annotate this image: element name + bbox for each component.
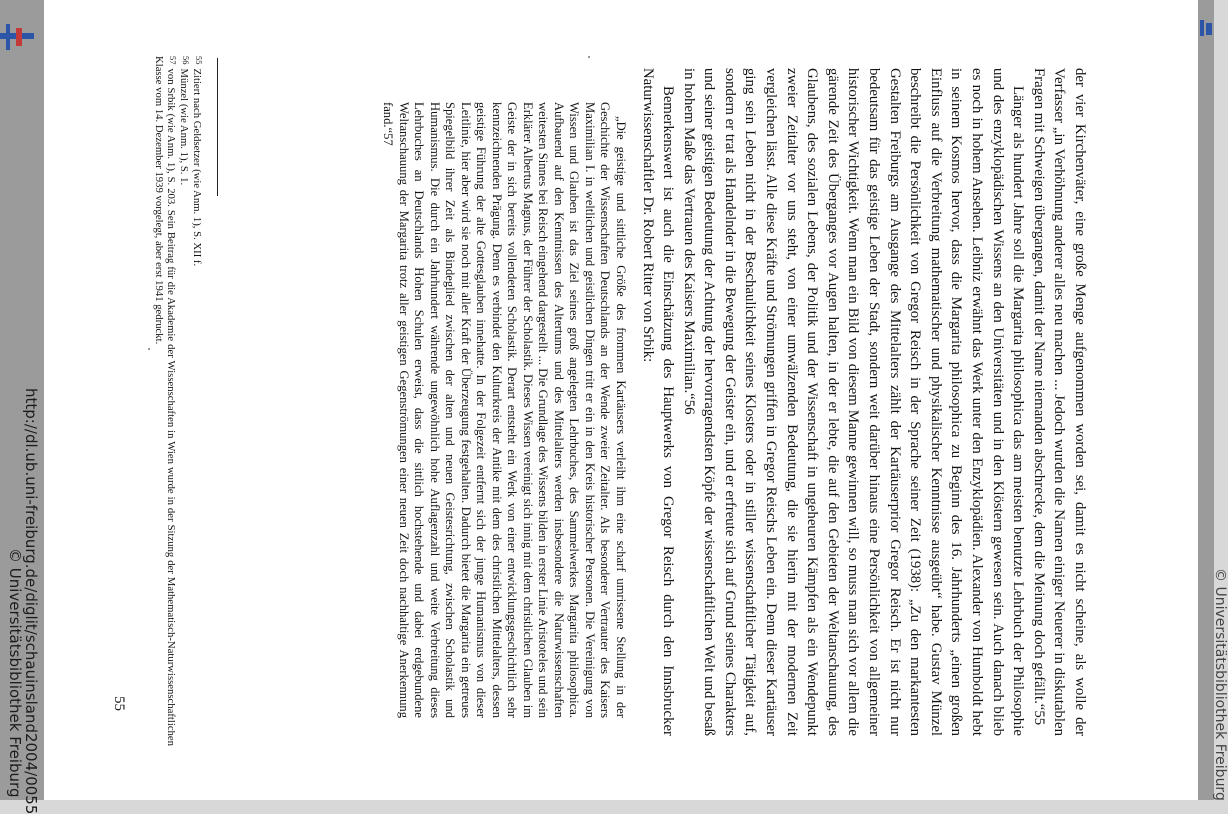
block-quote (380, 102, 628, 718)
quote-text: „Die geistige und sittliche Größe des frommen Kartäusers verleiht ihm eine scharf umrissene Stellung in der Geschichte der Wissenschaften Deutschlands an der Wende zweier Zeitalter. Als besonderer Vertrauter des Kaisers Maximilian I. in weltlichen und geistlichen Dingen tritt er ein in den Kreis historischer Personen. Die Vereinigung von Wissen und Glauben ist das Ziel seines groß angelegten Lehrbuches, des Sammelwerkes Margarita philosophica. Aufbauend auf den Kenntnissen des Altertums und des Mittelalters werden insbesondere die Naturwissenschaften weitesten Sinnes bei Reisch eingehend dargestellt ... Die Grundlage des Wissens bilden in erster Linie Aristoteles und sein Erklärer Albertus Magnus, der Führer der Scholastik. Dieses Wissen vereinigt sich innig mit dem christlichen Glauben im Geiste der in sich bereits vollendeten Scholastik. Derart entsteht ein Werk von einer entwicklungsgeschichtlich sehr kennzeichnenden Prägung. Denn es verbindet den Kulturkreis der Antike mit dem des christlichen Mittelalters, dessen geistige Führung der alte Gottesglauben innehatte. In der Folgezeit entfernt sich der junge Humanismus von dieser Leitlinie, hier aber wird sie noch mit aller Kraft der Überzeugung festgehalten. Dadurch bietet die Margarita ein getreues Spiegelbild ihrer Zeit als Bindeglied zwischen der alten und neuen Geistesrichtung, zwischen Scholastik und Humanismus. Die durch ein Jahrhundert währende ungewöhnlich hohe Auflagenzahl und weite Verbreitung dieses Lehrbuches an Deutschlands Hohen Schulen erweist, dass die sittlich hochstehende und dabei erdgebundene Weltanschauung der Margarita trotz aller geistigen Gegenströmungen einer neuen Zeit doch nachhaltige Anerkennung fand.“57 (381, 102, 628, 718)
footnote-57: 57von Srbik (wie Anm. 1), S. 203. Sein Beitrag für die Akademie der Wissenschaften in Wien wurde in der Sitzung der Mathematisch-Naturwissenschaftlichen Klasse vom 14. Dezember 1939 vorgelegt, aber erst 1941 gedruckt. (152, 56, 178, 746)
footnote-55: 55Zitiert nach Geldsetzer (wie Anm. 1), S. XII f. (191, 56, 204, 267)
rotated-page-content (6, 8, 1228, 814)
paragraph-2: Länger als hundert Jahre soll die Margarita philosophica das am meisten benutzte Lehrbuch der Philosophie und des enzyklopädischen Wissens an den Universitäten und in den Klöstern gewesen sein. Auch danach blieb es noch in hohem Ansehen. Leibniz erwähnt das Werk unter den Enzyklopädien. Alexander von Humboldt hebt in seinem Kosmos hervor, dass die Margarita philosophica zu Beginn des 16. Jahrhunderts „einen großen Einfluss auf die Verbreitung mathematischer und physikalischer Kenntnisse ausgeübt“ habe. Gustav Münzel beschreibt die Persönlichkeit von Gregor Reisch in der Sprache seiner Zeit (1938): „Zu den markantesten Gestalten Freiburgs am Ausgange des Mittelalters zählt der Kartäuserprior Gregor Reisch. Er ist nicht nur bedeutsam für das geistige Leben der Stadt, sondern weit darüber hinaus eine Persönlichkeit von allgemeiner historischer Wichtigkeit. Wenn man ein Bild von diesem Manne gewinnen will, so muss man sich vor allem die gärende Zeit des Überganges vor Augen halten, in der er lebte, die auf den Gebieten der Weltanschauung, des Glaubens, des sozialen Lebens, der Politik und der Wissenschaft in ungeheuren Kämpfen als ein Wendepunkt zweier Zeitalter vor uns steht, von einer umwälzenden Bedeutung, die sie hierin mit der modernen Zeit vergleichen lässt. Alle diese Kräfte und Strömungen griffen in Gregor Reischs Leben ein. Denn dieser Kartäuser ging sein Leben nicht in der Beschaulichkeit seines Klosters oder in stiller wissenschaftlicher Tätigkeit auf, sondern er trat als Handelnder in die Bewegung der Geister ein, und er erfreute sich auf Grund seines Charakters und seiner geistigen Bedeutung der Achtung der hervorragendsten Köpfe der wissenschaftlichen Welt und besaß in hohem Maße das Vertrauen des Kaisers Maximilian.“56 (680, 68, 1027, 736)
paragraph-3: Bemerkenswert ist auch die Einschätzung des Hauptwerks von Gregor Reisch durch den Innsbrucker Naturwissenschaftler Dr. Robert Ritter von Srbik: (639, 68, 677, 736)
page-number: 55 (111, 696, 127, 711)
paragraph-1: der vier Kirchenväter, eine große Menge aufgenommen worden sei, damit es nicht scheine, als wolle der Verfasser „in Verhöhnung anderer alles neu machen ... Jedoch wurden die Namen einiger Neuerer in diskutablen Fragen mit Schweigen übergangen, damit der Name niemanden abschrecke, dem die Meinung doch gefällt.“55 (1030, 68, 1088, 736)
footnote-rule (217, 58, 218, 196)
source-url: http://dl.ub.uni-freiburg.de/diglit/schauinsland2004/0055 (22, 388, 40, 814)
footnote-56: 56Münzel (wie Anm. 1), S. 1. (178, 56, 191, 186)
scan-speck (148, 348, 150, 350)
library-marker-icon-right (1200, 20, 1212, 36)
body-text (637, 68, 1090, 736)
library-marker-icon (0, 24, 34, 50)
scan-speck (588, 56, 590, 58)
copyright-line: © Universitätsbibliothek Freiburg (6, 548, 24, 798)
copyright-cut-top: © Universitätsbibliothek Freiburg (1212, 568, 1228, 801)
